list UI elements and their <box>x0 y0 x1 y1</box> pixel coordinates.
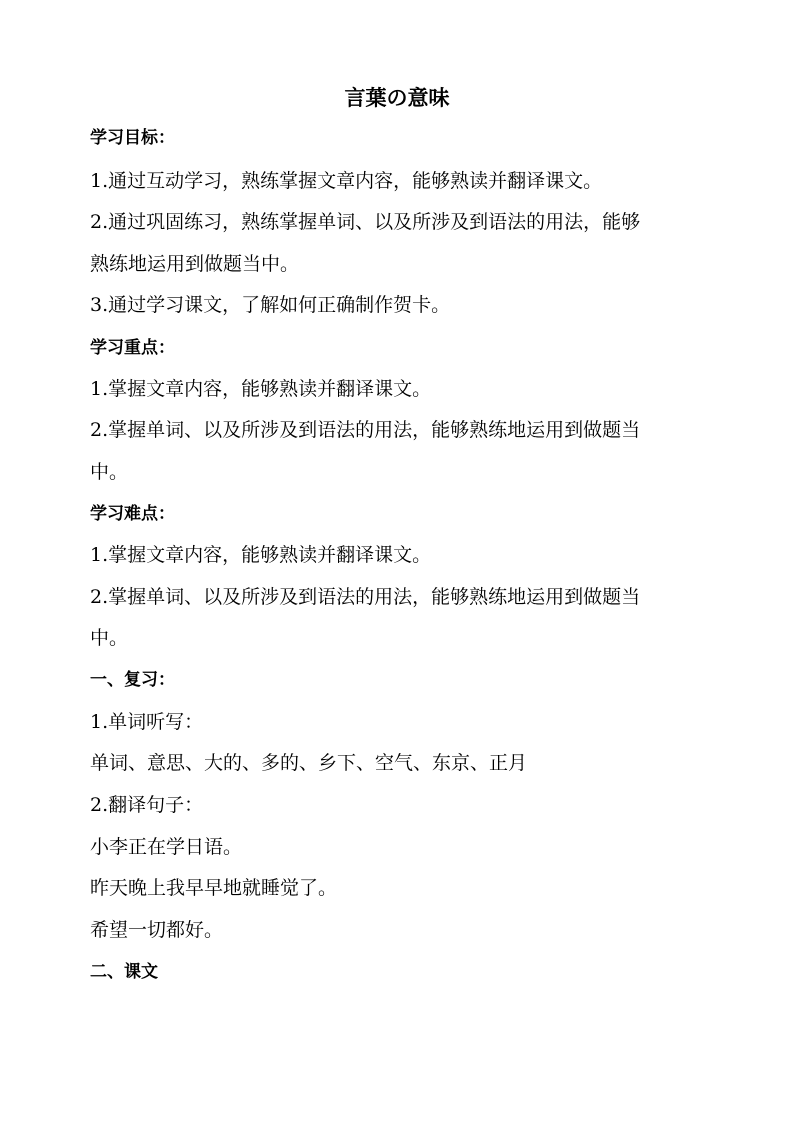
objective-line-1: 1.通过互动学习，熟练掌握文章内容，能够熟读并翻译课文。 <box>90 170 603 192</box>
difficulty-line-2-cont: 中。 <box>90 627 129 649</box>
key-point-line-1: 1.掌握文章内容，能够熟读并翻译课文。 <box>90 378 432 400</box>
difficulty-line-2: 2.掌握单词、以及所涉及到语法的用法，能够熟练地运用到做题当 <box>90 586 641 608</box>
review-item-2: 2.翻译句子： <box>90 794 204 816</box>
review-item-1: 1.单词听写： <box>90 711 204 733</box>
section-heading-difficulties: 学习难点： <box>90 504 175 524</box>
section-heading-key-points: 学习重点： <box>90 338 175 358</box>
section-heading-objectives: 学习目标： <box>90 128 175 148</box>
objective-line-3: 3.通过学习课文，了解如何正确制作贺卡。 <box>90 294 451 316</box>
review-sentence-3: 希望一切都好。 <box>90 919 224 941</box>
review-vocab-list: 单词、意思、大的、多的、乡下、空气、东京、正月 <box>90 752 528 774</box>
review-sentence-2: 昨天晚上我早早地就睡觉了。 <box>90 877 338 899</box>
review-sentence-1: 小李正在学日语。 <box>90 836 243 858</box>
key-point-line-2-cont: 中。 <box>90 461 129 483</box>
objective-line-2: 2.通过巩固练习，熟练掌握单词、以及所涉及到语法的用法，能够 <box>90 211 641 233</box>
key-point-line-2: 2.掌握单词、以及所涉及到语法的用法，能够熟练地运用到做题当 <box>90 419 641 441</box>
document-title: 言葉の意味 <box>344 86 450 110</box>
section-heading-text: 二、课文 <box>90 962 158 982</box>
objective-line-2-cont: 熟练地运用到做题当中。 <box>90 253 300 275</box>
difficulty-line-1: 1.掌握文章内容，能够熟读并翻译课文。 <box>90 544 432 566</box>
section-heading-review: 一、复习： <box>90 670 175 690</box>
